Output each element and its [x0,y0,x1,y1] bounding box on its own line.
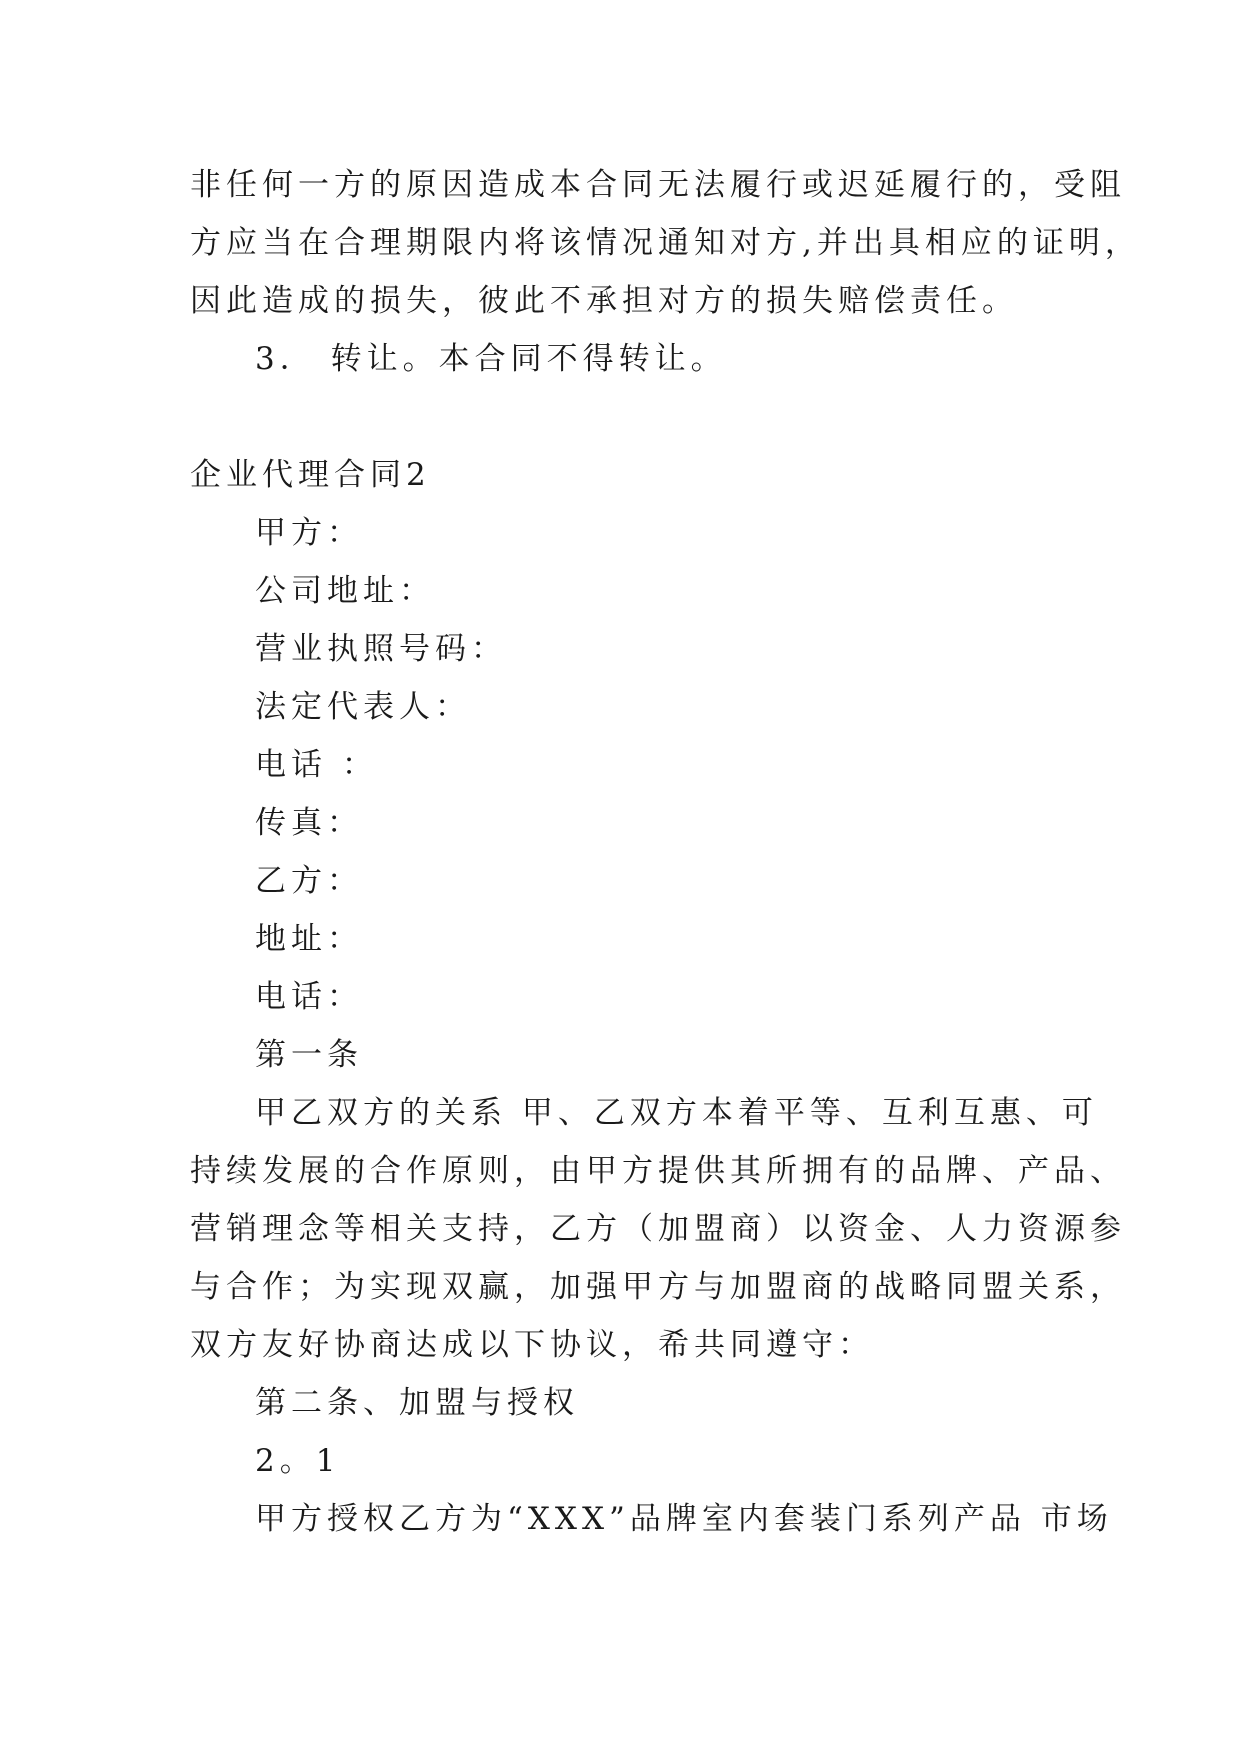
paragraph-line: 甲方授权乙方为“XXX”品牌室内套装门系列产品 市场 [255,1501,1113,1537]
paragraph-line: 持续发展的合作原则，由甲方提供其所拥有的品牌、产品、 [190,1153,1126,1189]
clause-line: 3． 转让。本合同不得转让。 [255,341,727,377]
field-license-number: 营业执照号码： [255,631,507,667]
field-address-b: 地址： [255,921,363,957]
paragraph-line: 营销理念等相关支持，乙方（加盟商）以资金、人力资源参 [190,1211,1126,1247]
field-party-a: 甲方： [255,515,363,551]
field-company-address: 公司地址： [255,573,435,609]
paragraph-line: 因此造成的损失，彼此不承担对方的损失赔偿责任。 [190,283,1018,319]
paragraph-line: 甲乙双方的关系 甲、乙双方本着平等、互利互惠、可 [255,1095,1098,1131]
section-title: 企业代理合同2 [190,457,431,493]
field-phone-b: 电话： [255,979,363,1015]
paragraph-line: 双方友好协商达成以下协议，希共同遵守： [190,1327,874,1363]
field-legal-representative: 法定代表人： [255,689,471,725]
paragraph-line: 方应当在合理期限内将该情况通知对方,并出具相应的证明， [190,225,1141,261]
paragraph-line: 与合作；为实现双赢，加强甲方与加盟商的战略同盟关系， [190,1269,1126,1305]
article-heading: 第一条 [255,1037,363,1073]
field-party-b: 乙方： [255,863,363,899]
field-phone-a: 电话 ： [255,747,378,783]
clause-number: 2。1 [255,1443,341,1479]
paragraph-line: 非任何一方的原因造成本合同无法履行或迟延履行的，受阻 [190,167,1126,203]
article-heading: 第二条、加盟与授权 [255,1385,579,1421]
field-fax: 传真： [255,805,363,841]
